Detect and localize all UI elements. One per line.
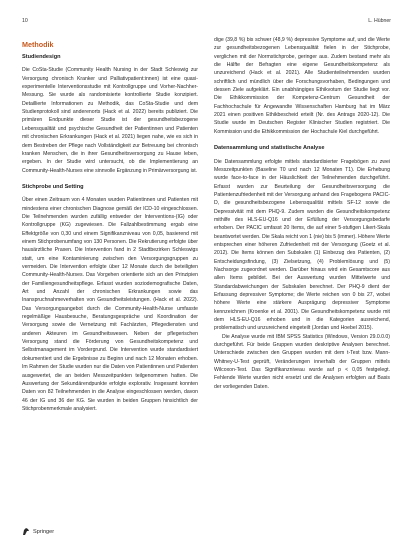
subheading-study-design: Studiendesign [22,54,61,60]
publisher-logo [22,527,54,536]
paragraph-analysis: Die Analyse wurde mit IBM SPSS Statistics (Windows, Version 29.0.0.0) durchgeführt. Für beide Gruppen wurden deskriptive Analysen berechnet. Unterschiede zwischen den Gruppen wurden mit dem t-Test bzw. Mann-Whitney-U-Test geprüft, Veränderungen innerhalb der Gruppen mittels Wilcoxon-Test. Das Signifikanzniveau wurde auf p < 0,05 festgelegt. Fehlende Werte wurden nicht ersetzt und die Analysen erfolgten auf Basis der vorliegenden Daten. [214,333,390,390]
subheading-data-analysis: Datensammlung und statistische Analyse [214,145,325,152]
publisher-name: Springer [33,528,55,535]
paragraph-study-design: Die CoSta-Studie (Community Health Nursing in der Stadt Schleswig zur Versorgung chronisch Kranker und Palliativpatient:innen) ist eine quasi-experimentelle Interventionsstudie mit Kontrollgruppe und Vorher-Nachher-Messung. Sie wurde als randomisierte kontrollierte Studie konzipiert. Detaillierte Informationen zu Methodik, das CoSta-Studie und dem Studienprotokoll sind anderenorts (Hack et al. 2022) bereits publiziert. Die primären Endpunkte dieser Studie ist der gesundheitsbezogene Lebensqualität und psychische Gesundheit der Patientinnen und Patienten mit chronischen Erkrankungen (Hack et al. 2021) liegen nahe, wie es sich in dem Bestreben der Pflege nach Vollständigkeit zur Betreuung bei chronisch kranken Menschen, die in ihrer Gesundheitsversorgung zu Hause leben, ergeben. In der Studie wird untersucht, ob die Implementierung an Community-Health-Nurses eine sinnvolle Ergänzung in Primärversorgung ist. [22,67,198,174]
right-column [214,36,390,391]
springer-horse-icon [22,527,30,536]
paragraph-sample-setting: Über einen Zeitraum von 4 Monaten wurden Patientinnen und Patienten mit mindestens einer chronischen Diagnose gemäß der ICD-10 eingeschlossen. Die Teilnehmenden wurden zufällig entweder der Interventions-(IG) oder Kontrollgruppe (KG) zugewiesen. Die Fallzahlbestimmung ergab eine Effektgröße von 0,30 und einem Signifikanzniveau von 0,05, basierend mit einem Stichprobenumfang von 130 Personen. Die Rekrutierung erfolgte über hausärztliche Praxen. Die Intervention fand in 2 Stadtbezirken Schleswigs statt, um eine Kontaminierung zwischen den Versorgungsgruppen zu vermeiden. Die Intervention erfolgte über 12 Monate durch die beteiligten Community-Health-Nurses. Das Vorgehen orientierte sich an den Prinzipien der Familiengesundheitspflege. Erfasst wurden soziodemografische Daten, Art und Anzahl der chronischen Erkrankungen sowie das Inanspruchnahmeverhalten von Gesundheitsleistungen. (Hack et al. 2022). Das Versorgungsangebot durch die Community-Health-Nurse umfasste regelmäßige Hausbesuche, Beratungsgespräche und Koordination der Versorgung sowie die Vernetzung mit Fachärzten, Pflegediensten und anderen Akteuren im Gesundheitswesen. Neben der pflegerischen Versorgung stand die Förderung von Gesundheitskompetenz und Selbstmanagement im Vordergrund. Die Intervention wurde standardisiert dokumentiert und die Ergebnisse zu Beginn und nach 12 Monaten erhoben. Im Rahmen der Studie wurden nur die Daten von Patientinnen und Patienten ausgewertet, die an beiden Messzeitpunkten teilgenommen hatten. Die Auswertung der Sekundärendpunkte erfolgte explorativ. Insgesamt konnten Daten von 82 Teilnehmenden in die Analyse eingeschlossen werden, davon 46 der IG und 36 der KG. Sie wurden in beiden Gruppen hinsichtlich der Stichprobenmerkmale analysiert. [22,197,198,412]
running-header [22,18,391,28]
paragraph-data-collection: Die Datensammlung erfolgte mittels standardisierter Fragebögen zu zwei Messzeitpunkten (Baseline T0 und nach 12 Monaten T1). Die Erhebung wurde face-to-face in der Häuslichkeit der Teilnehmenden durchgeführt. Erfasst wurden zur Beurteilung der Gesundheitsversorgung die Patientenzufriedenheit mit der Versorgung anhand des Fragebogens PACIC-D, die gesundheitsbezogene Lebensqualität mittels SF-12 sowie die Depressivität mit dem PHQ-9. Zudem wurden die Gesundheitskompetenz mithilfe des HLS-EU-Q16 und der Erfüllung der Versorgungsbedarfe erhoben. Der PACIC umfasst 20 Items, die auf einer 5-stufigen Likert-Skala beantwortet werden. Die Skala reicht von 1 (nie) bis 5 (immer). Höhere Werte entsprechen einer höheren Zufriedenheit mit der Versorgung (Goetz et al. 2012). Die Items können den Subskalen (1) Einbezug des Patienten, (2) Entscheidungsfindung, (3) Zielsetzung, (4) Problemlösung und (5) Nachsorge zugeordnet werden. Darüber hinaus wird ein Gesamtscore aus allen Items gebildet. Bei der Auswertung wurden Mittelwerte und Standardabweichungen der Subskalen berechnet. Der PHQ-9 dient der Erfassung depressiver Symptome; die Werte reichen von 0 bis 27, wobei höhere Werte eine stärkere Ausprägung depressiver Symptome kennzeichnen (Kroenke et al. 2001). Die Gesundheitskompetenz wurde mit dem HLS-EU-Q16 erhoben und in die Kategorien ausreichend, problematisch und unzureichend eingeteilt (Jordan und Hoebel 2015). [214,158,390,332]
section-title: Methodik [22,40,54,49]
subheading-sample-setting: Stichprobe und Setting [22,183,84,190]
author-name: L. Hübner [368,18,391,24]
left-column [22,40,198,413]
paragraph-continued: dige (39,8 %) bis schwer (48,9 %) depressive Symptome auf, und die Werte zur gesundheitsbezogenen Lebensqualität fielen in der Stichprobe, verglichen mit der Normstichprobe, geringer aus. Zudem bestand mehr als die Hälfte der Befragten eine eigene Gesundheitskompetenz als unzureichend (Hack et al. 2021). Alle Studienteilnehmenden wurden schriftlich und mündlich über die Forschungsvorhaben, Bedingungen und dessen Ziele aufgeklärt. Ein unabhängiges Ethikvotum der Studie liegt vor. Die Ethikkommission der Kompetenz-Centrum Gesundheit der Fachhochschule für Angewandte Wissenschaften Hamburg hat im März 2021 einen positiven Ethikbescheid erteilt (Nr. des Antrags 2020-12). Die Studie wurde im Deutschen Register Klinischer Studien registriert. Die Kommission und die Ethikkommission der Hochschule Kiel durchgeführt. [214,37,390,135]
page-number: 10 [22,18,28,24]
